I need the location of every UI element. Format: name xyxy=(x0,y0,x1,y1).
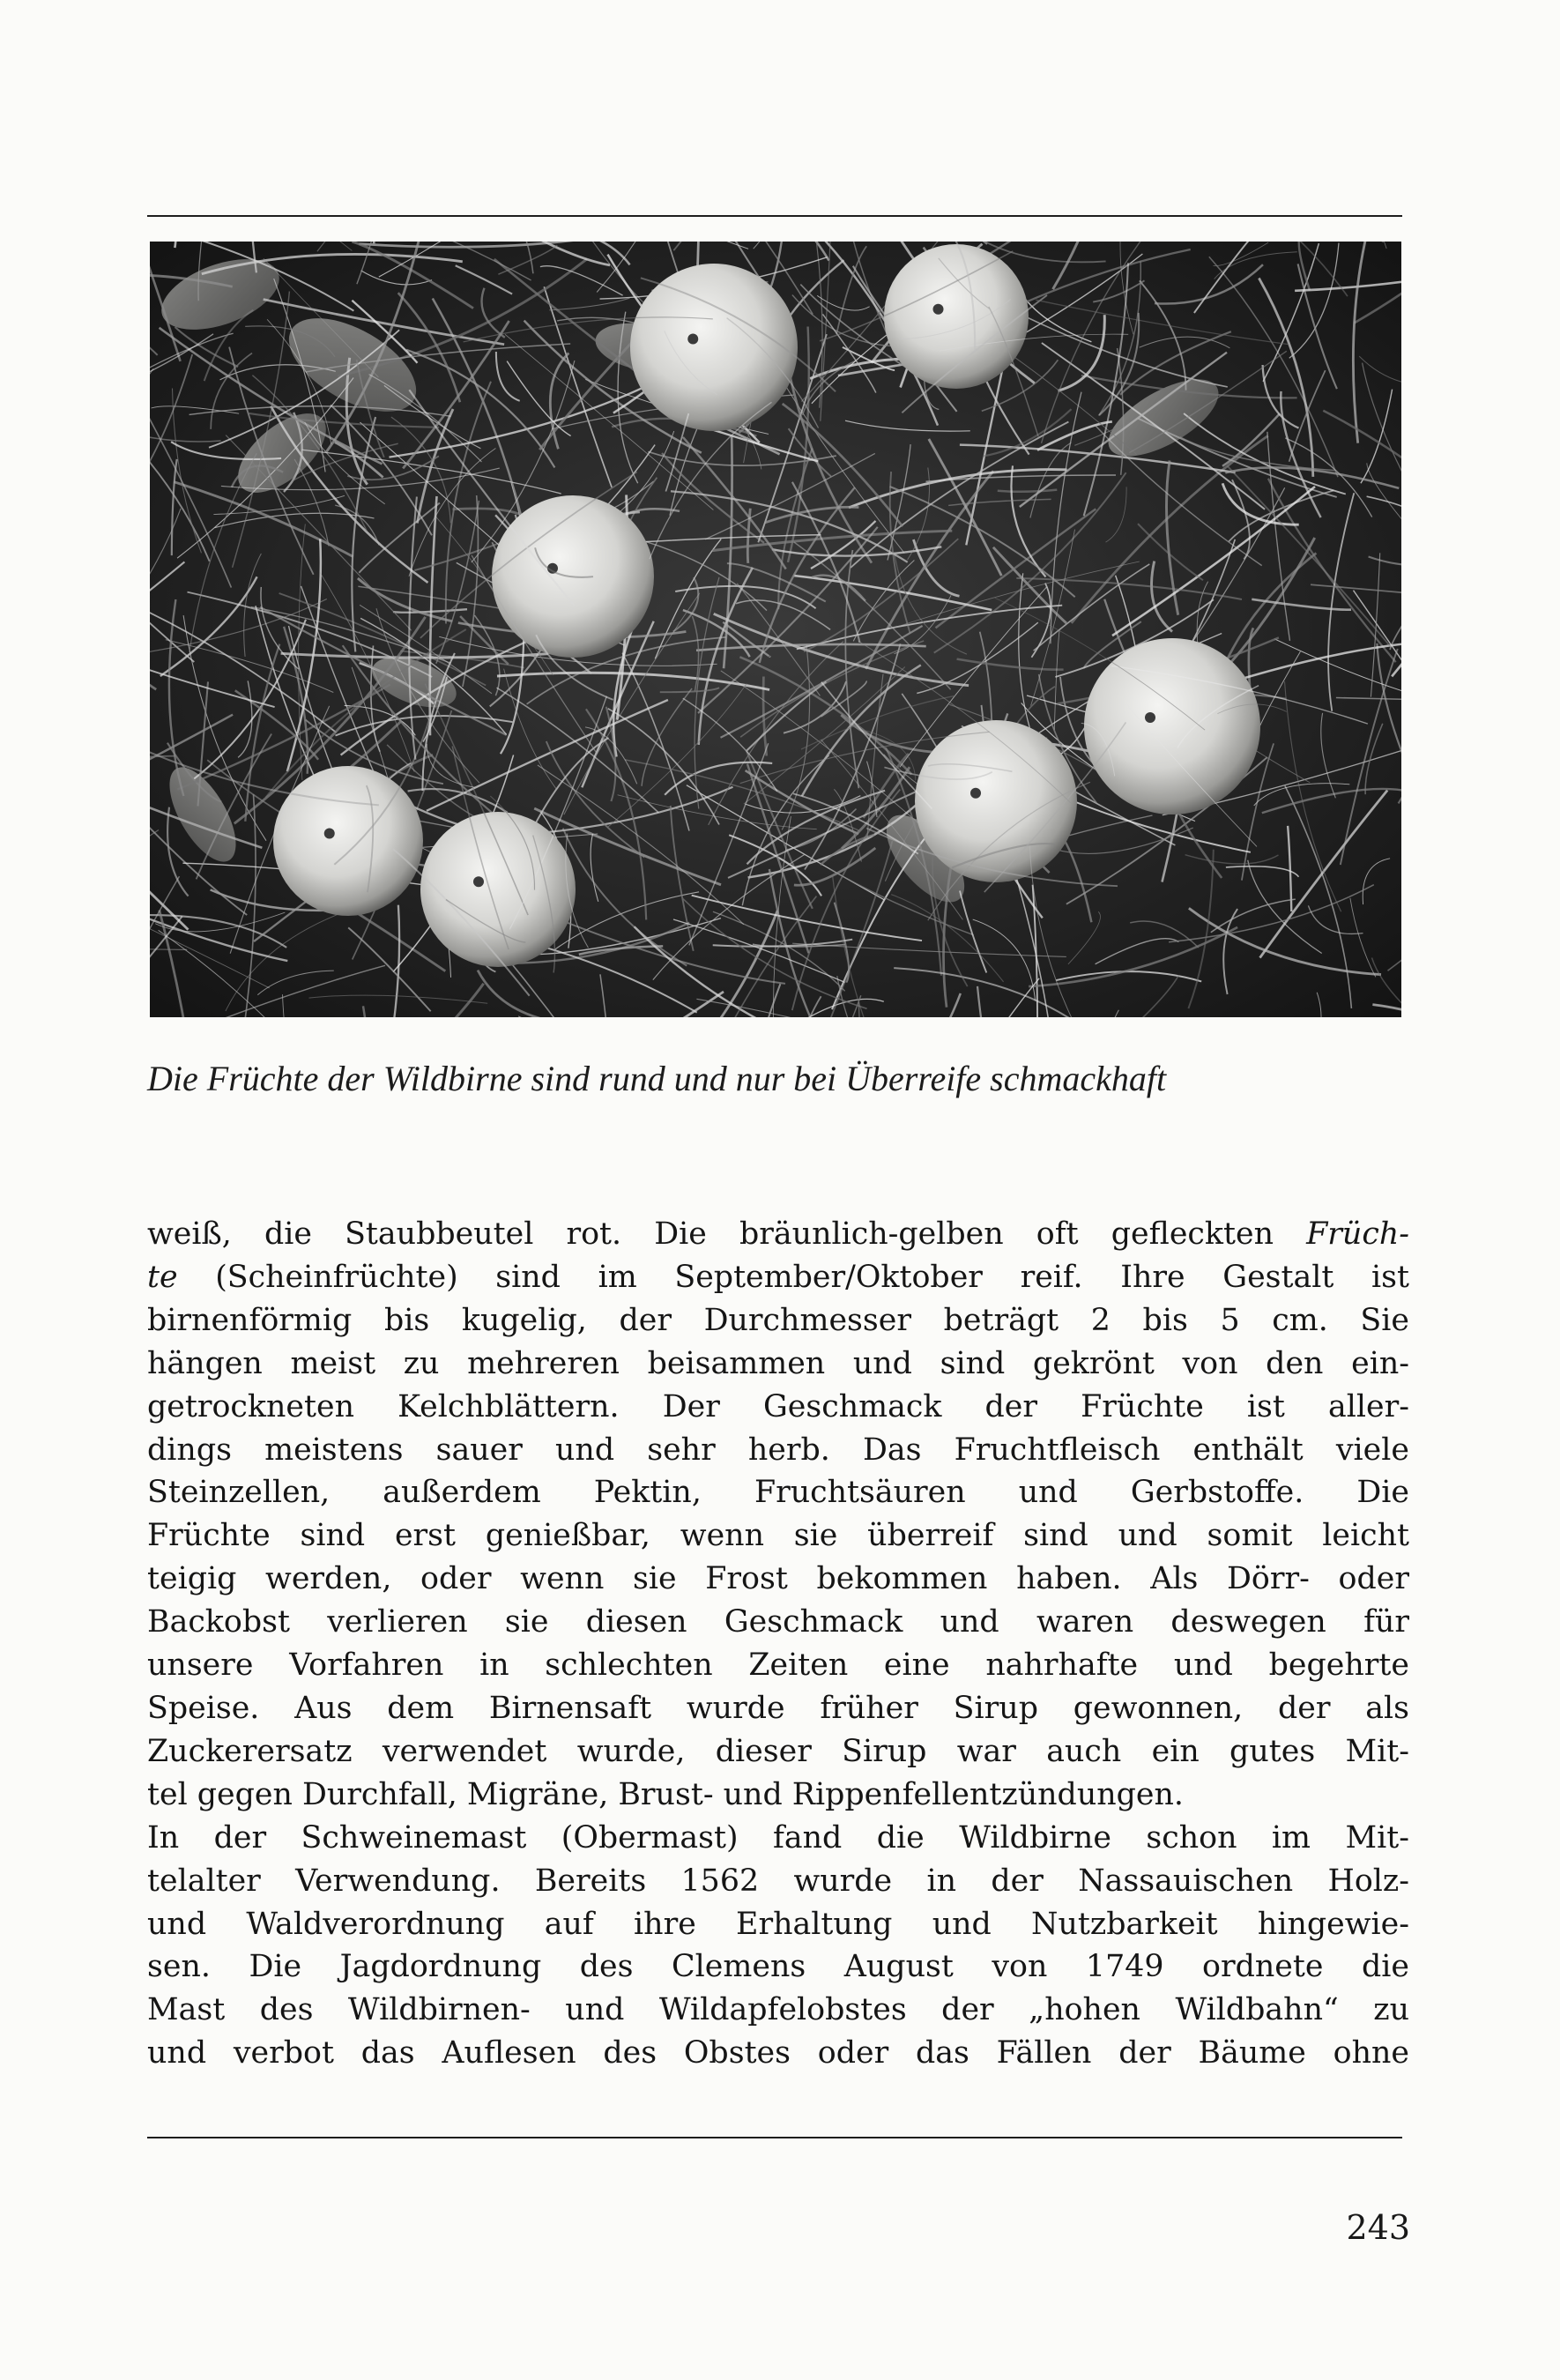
body-line xyxy=(147,1687,1409,1730)
photo-pear-calyx xyxy=(324,829,335,839)
text-run: dings meistens sauer und sehr herb. Das Fruchtfleisch enthält viele xyxy=(147,1432,1409,1468)
photo-pear-calyx xyxy=(970,788,981,799)
text-run: teigig werden, oder wenn sie Frost bekommen haben. Als Dörr- oder xyxy=(147,1561,1409,1597)
body-line xyxy=(147,1817,1409,1860)
bottom-rule xyxy=(147,2137,1402,2138)
photo-pear xyxy=(420,812,576,967)
text-run: In der Schweinemast (Obermast) fand die Wildbirne schon im Mit- xyxy=(147,1819,1409,1856)
body-line xyxy=(147,1342,1409,1386)
text-run: (Scheinfrüchte) sind im September/Oktober reif. Ihre Gestalt ist xyxy=(177,1259,1409,1295)
body-line xyxy=(147,1558,1409,1601)
body-line xyxy=(147,1774,1409,1817)
text-run: birnenförmig bis kugelig, der Durchmesser beträgt 2 bis 5 cm. Sie xyxy=(147,1302,1409,1338)
photo-pear-calyx xyxy=(1145,712,1155,723)
photo-pear xyxy=(1084,638,1260,814)
body-text xyxy=(147,1213,1409,2075)
body-line xyxy=(147,1429,1409,1472)
body-line xyxy=(147,1644,1409,1687)
text-run: unsere Vorfahren in schlechten Zeiten eine nahrhafte und begehrte xyxy=(147,1647,1409,1684)
body-line xyxy=(147,2032,1409,2075)
text-run: Mast des Wildbirnen- und Wildapfelobstes der „hohen Wildbahn“ zu xyxy=(147,1992,1409,2028)
body-line xyxy=(147,1601,1409,1644)
photo-pear-calyx xyxy=(933,304,944,315)
body-line xyxy=(147,1471,1409,1514)
photo-pear xyxy=(630,264,798,431)
text-run: und verbot das Auflesen des Obstes oder das Fällen der Bäume ohne xyxy=(147,2035,1409,2071)
body-line xyxy=(147,1299,1409,1342)
photo-pear xyxy=(273,766,423,916)
text-run: sen. Die Jagdordnung des Clemens August von 1749 ordnete die xyxy=(147,1949,1409,1985)
text-run: Backobst verlieren sie diesen Geschmack und waren deswegen für xyxy=(147,1604,1409,1640)
page-number: 243 xyxy=(1346,2208,1410,2247)
text-run: getrockneten Kelchblättern. Der Geschmack der Früchte ist aller- xyxy=(147,1388,1409,1424)
body-line xyxy=(147,1514,1409,1558)
text-run: Steinzellen, außerdem Pektin, Fruchtsäuren und Gerbstoffe. Die xyxy=(147,1475,1409,1511)
photo-pear-calyx xyxy=(687,334,698,345)
italic-text: Früch- xyxy=(1306,1216,1409,1252)
text-run: tel gegen Durchfall, Migräne, Brust- und Rippenfellentzündungen. xyxy=(147,1776,1184,1812)
body-line xyxy=(147,1386,1409,1429)
text-run: telalter Verwendung. Bereits 1562 wurde in der Nassauischen Holz- xyxy=(147,1863,1409,1899)
text-run: Zuckerersatz verwendet wurde, dieser Sirup war auch ein gutes Mit- xyxy=(147,1733,1409,1769)
body-line xyxy=(147,1903,1409,1946)
body-line xyxy=(147,1213,1409,1256)
text-run: hängen meist zu mehreren beisammen und sind gekrönt von den ein- xyxy=(147,1345,1409,1381)
photo-grass-blade xyxy=(373,242,374,243)
body-line xyxy=(147,1860,1409,1903)
body-line xyxy=(147,1989,1409,2032)
text-run: und Waldverordnung auf ihre Erhaltung und Nutzbarkeit hingewie- xyxy=(147,1906,1409,1942)
text-run: Früchte sind erst genießbar, wenn sie überreif sind und somit leicht xyxy=(147,1518,1409,1554)
body-line xyxy=(147,1945,1409,1989)
figure-caption: Die Früchte der Wildbirne sind rund und nur bei Überreife schmackhaft xyxy=(147,1059,1167,1098)
photo-pear xyxy=(915,720,1077,882)
photo-pear-calyx xyxy=(473,876,484,887)
text-run: weiß, die Staubbeutel rot. Die bräunlich-gelben oft gefleckten xyxy=(147,1216,1307,1252)
top-rule xyxy=(147,215,1402,217)
body-line xyxy=(147,1256,1409,1299)
wild-pear-photo xyxy=(150,242,1401,1017)
body-line xyxy=(147,1730,1409,1774)
italic-text: te xyxy=(147,1259,178,1295)
text-run: Speise. Aus dem Birnensaft wurde früher Sirup gewonnen, der als xyxy=(147,1690,1409,1726)
